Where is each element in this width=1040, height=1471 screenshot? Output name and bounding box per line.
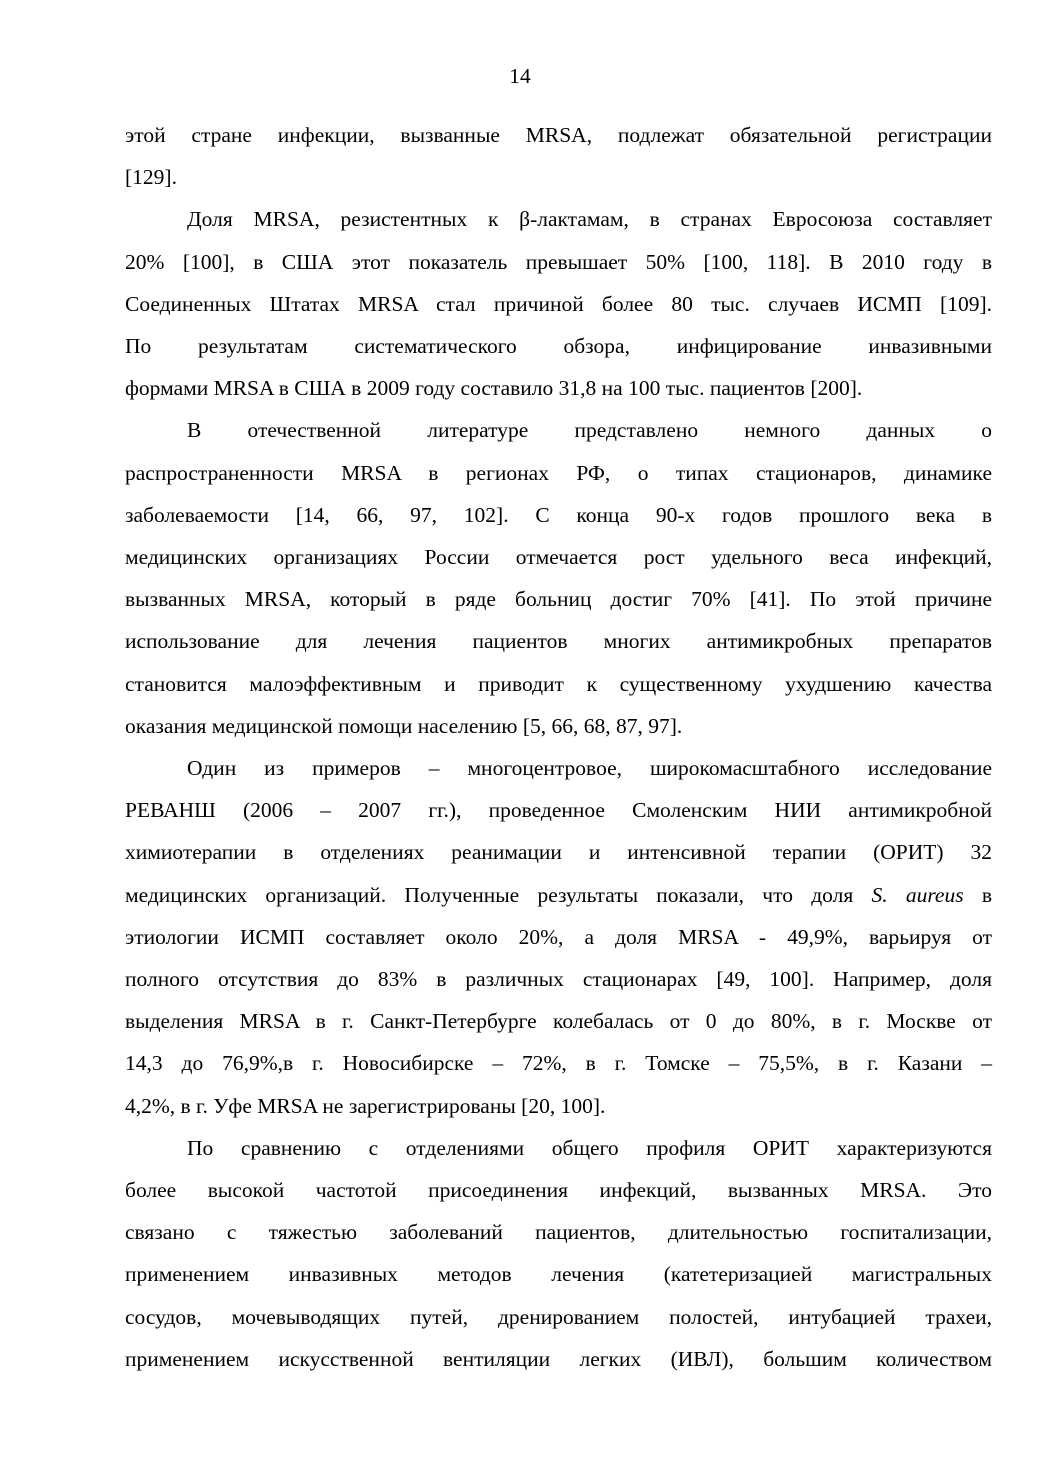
text-line-segment: в [963,882,992,907]
text-line: заболеваемости [14, 66, 97, 102]. С конца 90-х годов прошлого века в [125,502,992,527]
text-line-segment: медицинских организаций. Полученные результаты показали, что доля [125,882,854,907]
paragraph-5 [125,1127,992,1380]
text-line: связано с тяжестью заболеваний пациентов, длительностью госпитализации, [125,1220,992,1245]
paragraph-1 [125,114,992,198]
text-line: По результатам систематического обзора, инфицирование инвазивными [125,334,992,359]
text-line: становится малоэффективным и приводит к существенному ухудшению качества [125,671,992,696]
text-line: сосудов, мочевыводящих путей, дренированием полостей, интубацией трахеи, [125,1304,992,1329]
paragraph-3 [125,409,992,747]
text-line: полного отсутствия до 83% в различных стационарах [49, 100]. Например, доля [125,967,992,992]
text-line: Доля MRSA, резистентных к β-лактамам, в странах Евросоюза составляет [187,207,992,232]
text-line-with-italic [125,874,992,916]
text-line: применением инвазивных методов лечения (катетеризацией магистральных [125,1262,992,1287]
text-line: химиотерапии в отделениях реанимации и интенсивной терапии (ОРИТ) 32 [125,840,992,865]
text-line: этой стране инфекции, вызванные MRSA, подлежат обязательной регистрации [125,123,992,147]
text-line: вызванных MRSA, который в ряде больниц достиг 70% [41]. По этой причине [125,587,992,612]
paragraph-2 [125,198,992,409]
text-line: Соединенных Штатах MRSA стал причиной более 80 тыс. случаев ИСМП [109]. [125,291,992,316]
text-line: формами MRSA в США в 2009 году составило 31,8 на 100 тыс. пациентов [200]. [125,376,863,401]
text-line: использование для лечения пациентов многих антимикробных препаратов [125,629,992,654]
text-line: медицинских организациях России отмечается рост удельного веса инфекций, [125,545,992,570]
text-line: этиологии ИСМП составляет около 20%, а доля MRSA - 49,9%, варьируя от [125,924,992,949]
paragraph-4 [125,747,992,1127]
text-line: 4,2%, в г. Уфе MRSA не зарегистрированы [20, 100]. [125,1093,606,1118]
text-line: оказания медицинской помощи населению [5, 66, 68, 87, 97]. [125,713,683,738]
text-line: более высокой частотой присоединения инфекций, вызванных MRSA. Это [125,1178,992,1203]
text-line: По сравнению с отделениями общего профиля ОРИТ характеризуются [187,1135,992,1160]
text-line: применением искусственной вентиляции легких (ИВЛ), большим количеством [125,1346,992,1371]
text-line: 14,3 до 76,9%,в г. Новосибирске – 72%, в г. Томске – 75,5%, в г. Казани – [125,1051,992,1076]
text-line: В отечественной литературе представлено немного данных о [187,418,992,443]
text-line: распространенности MRSA в регионах РФ, о типах стационаров, динамике [125,460,992,485]
page-number: 14 [509,64,531,88]
text-line: [129]. [125,165,177,190]
text-line: РЕВАНШ (2006 – 2007 гг.), проведенное Смоленским НИИ антимикробной [125,798,992,823]
text-line: выделения MRSA в г. Санкт-Петербурге колебалась от 0 до 80%, в г. Москве от [125,1009,992,1034]
text-line: Один из примеров – многоцентровое, широкомасштабного исследование [187,756,992,781]
italic-species-name: S. aureus [871,882,964,907]
text-line: 20% [100], в США этот показатель превышает 50% [100, 118]. В 2010 году в [125,249,992,274]
body-text [125,114,992,1380]
